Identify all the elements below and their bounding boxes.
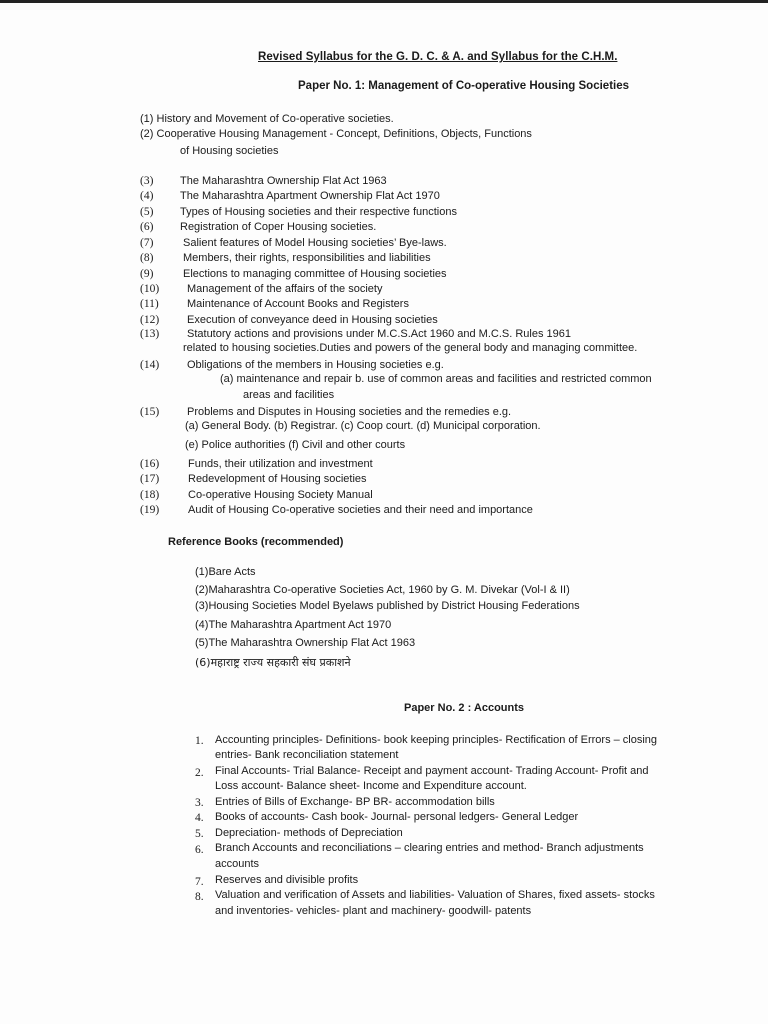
paper1-item-13 xyxy=(140,327,571,341)
paper1-item-2 xyxy=(140,127,532,141)
item-text: Maintenance of Account Books and Registers xyxy=(187,298,409,310)
paper1-heading: Paper No. 1: Management of Co-operative Housing Societies xyxy=(298,80,630,92)
paper1-item-11 xyxy=(140,297,409,311)
paper2-item-1-line1: Accounting principles- Definitions- book keeping principles- Rectification of Errors – closing xyxy=(215,734,658,746)
paper1-item-14 xyxy=(140,358,444,372)
paper2-item-2-number: 2. xyxy=(195,767,204,779)
paper1-item-2-cont: of Housing societies xyxy=(180,145,279,157)
paper2-item-6-line1: Branch Accounts and reconciliations – clearing entries and method- Branch adjustments xyxy=(215,842,644,854)
paper2-item-6-number: 6. xyxy=(195,844,204,856)
item-text: Salient features of Model Housing societies’ Bye-laws. xyxy=(183,237,447,249)
paper1-item-15 xyxy=(140,405,511,419)
paper1-item-7 xyxy=(140,236,447,250)
item-number: (1) xyxy=(140,113,154,125)
paper1-item-13-cont: related to housing societies.Duties and powers of the general body and managing committee. xyxy=(183,342,638,354)
paper1-item-5 xyxy=(140,205,457,219)
item-number: (2) xyxy=(140,128,154,140)
paper2-item-5-number: 5. xyxy=(195,828,204,840)
item-text: History and Movement of Co-operative societies. xyxy=(156,113,394,125)
item-text: Co-operative Housing Society Manual xyxy=(188,489,373,501)
item-number: (8) xyxy=(140,252,154,264)
item-number: (14) xyxy=(140,359,160,371)
item-number: (12) xyxy=(140,314,160,326)
paper2-item-7-number: 7. xyxy=(195,876,204,888)
paper1-item-15-cont2: (e) Police authorities (f) Civil and other courts xyxy=(185,439,406,451)
paper1-item-16 xyxy=(140,457,373,471)
reference-item-3: (3)Housing Societies Model Byelaws published by District Housing Federations xyxy=(195,600,580,612)
item-text: The Maharashtra Ownership Flat Act 1963 xyxy=(180,175,387,187)
item-text: Types of Housing societies and their respective functions xyxy=(180,206,457,218)
paper2-item-8-line2: and inventories- vehicles- plant and machinery- goodwill- patents xyxy=(215,905,532,917)
paper1-item-3 xyxy=(140,174,387,188)
paper1-item-12 xyxy=(140,313,438,327)
item-text: Elections to managing committee of Housing societies xyxy=(183,268,447,280)
paper2-item-8-line1: Valuation and verification of Assets and liabilities- Valuation of Shares, fixed assets- stocks xyxy=(215,889,655,901)
item-text: Statutory actions and provisions under M.C.S.Act 1960 and M.C.S. Rules 1961 xyxy=(187,328,571,340)
paper1-item-4 xyxy=(140,189,440,203)
paper2-item-2-line1: Final Accounts- Trial Balance- Receipt and payment account- Trading Account- Profit and xyxy=(215,765,649,777)
item-text: Execution of conveyance deed in Housing societies xyxy=(187,314,438,326)
paper2-item-3-line1: Entries of Bills of Exchange- BP BR- accommodation bills xyxy=(215,796,495,808)
paper2-item-2-line2: Loss account- Balance sheet- Income and Expenditure account. xyxy=(215,780,527,792)
item-number: (5) xyxy=(140,206,154,218)
scan-top-edge xyxy=(0,0,768,3)
paper2-item-4-line1: Books of accounts- Cash book- Journal- personal ledgers- General Ledger xyxy=(215,811,579,823)
paper1-item-15-cont: (a) General Body. (b) Registrar. (c) Coop court. (d) Municipal corporation. xyxy=(185,420,541,432)
item-number: (7) xyxy=(140,237,154,249)
paper2-item-8-number: 8. xyxy=(195,891,204,903)
item-number: (6) xyxy=(140,221,154,233)
paper2-item-6-line2: accounts xyxy=(215,858,260,870)
item-number: (19) xyxy=(140,504,160,516)
item-number: (10) xyxy=(140,283,160,295)
document-title: Revised Syllabus for the G. D. C. & A. and Syllabus for the C.H.M. xyxy=(258,51,618,63)
paper1-item-14-cont: (a) maintenance and repair b. use of common areas and facilities and restricted common xyxy=(220,373,652,385)
paper1-item-10 xyxy=(140,282,382,296)
item-number: (9) xyxy=(140,268,154,280)
item-text: Funds, their utilization and investment xyxy=(188,458,373,470)
paper1-item-6 xyxy=(140,220,376,234)
paper1-item-18 xyxy=(140,488,373,502)
paper1-item-1 xyxy=(140,112,394,126)
reference-item-6: (6)महाराष्ट्र राज्य सहकारी संघ प्रकाशने xyxy=(195,656,351,669)
item-number: (11) xyxy=(140,298,159,310)
reference-books-heading: Reference Books (recommended) xyxy=(168,536,344,548)
reference-item-2: (2)Maharashtra Co-operative Societies Act, 1960 by G. M. Divekar (Vol-I & II) xyxy=(195,584,570,596)
paper1-item-14-cont2: areas and facilities xyxy=(243,389,335,401)
paper2-item-1-number: 1. xyxy=(195,735,204,747)
item-number: (13) xyxy=(140,328,160,340)
paper2-item-4-number: 4. xyxy=(195,812,204,824)
item-text: Members, their rights, responsibilities and liabilities xyxy=(183,252,431,264)
item-text: Cooperative Housing Management - Concept, Definitions, Objects, Functions xyxy=(156,128,532,140)
item-number: (18) xyxy=(140,489,160,501)
paper2-item-7-line1: Reserves and divisible profits xyxy=(215,874,359,886)
item-text: The Maharashtra Apartment Ownership Flat Act 1970 xyxy=(180,190,440,202)
reference-item-4: (4)The Maharashtra Apartment Act 1970 xyxy=(195,619,392,631)
item-text: Obligations of the members in Housing societies e.g. xyxy=(187,359,444,371)
reference-item-1: (1)Bare Acts xyxy=(195,566,256,578)
item-number: (17) xyxy=(140,473,160,485)
paper2-heading: Paper No. 2 : Accounts xyxy=(404,702,525,714)
item-text: Registration of Coper Housing societies. xyxy=(180,221,377,233)
paper2-item-3-number: 3. xyxy=(195,797,204,809)
paper2-item-1-line2: entries- Bank reconciliation statement xyxy=(215,749,399,761)
item-number: (15) xyxy=(140,406,160,418)
item-text: Management of the affairs of the society xyxy=(187,283,383,295)
item-text: Redevelopment of Housing societies xyxy=(188,473,367,485)
paper1-item-9 xyxy=(140,267,447,281)
item-number: (4) xyxy=(140,190,154,202)
paper1-item-17 xyxy=(140,472,367,486)
paper1-item-8 xyxy=(140,251,431,265)
item-text: Problems and Disputes in Housing societies and the remedies e.g. xyxy=(187,406,512,418)
item-number: (3) xyxy=(140,175,154,187)
paper1-item-19 xyxy=(140,503,533,517)
paper2-item-5-line1: Depreciation- methods of Depreciation xyxy=(215,827,403,839)
item-number: (16) xyxy=(140,458,160,470)
reference-item-5: (5)The Maharashtra Ownership Flat Act 1963 xyxy=(195,637,416,649)
item-text: Audit of Housing Co-operative societies and their need and importance xyxy=(188,504,533,516)
